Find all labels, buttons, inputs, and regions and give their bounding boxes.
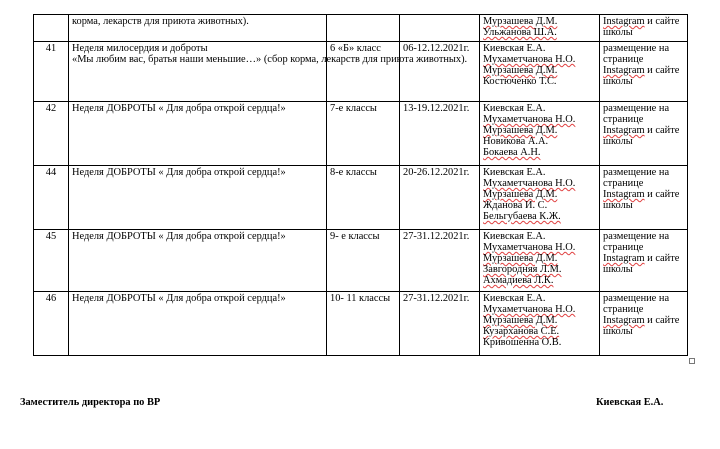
staff-name: Мухаметчанова Н.О.: [483, 54, 576, 65]
cell-dates: 27-31.12.2021г.: [400, 292, 480, 356]
cell-staff: [480, 230, 600, 292]
placement-text: странице: [603, 54, 644, 65]
staff-name: Ахмадиева Л.К.: [483, 275, 554, 286]
table-row: [34, 230, 688, 292]
cell-staff: [480, 166, 600, 230]
cell-num: 44: [34, 166, 69, 230]
cell-event: Неделя ДОБРОТЫ « Для добра открой сердца!»: [69, 292, 327, 356]
staff-name: Киевская Е.А.: [483, 103, 546, 114]
instagram-word: Instagram: [603, 125, 645, 136]
placement-text: школы: [603, 326, 633, 337]
staff-name: Мурзашева Д.М.: [483, 125, 558, 136]
table-row: [34, 166, 688, 230]
placement-text: размещение на: [603, 103, 670, 114]
staff-name: Мурзашева Д.М.: [483, 315, 558, 326]
cell-placement: [600, 166, 688, 230]
cell-num: 46: [34, 292, 69, 356]
cell-classes: [327, 15, 400, 42]
placement-text: Instagram и сайте: [603, 65, 680, 76]
cell-staff: [480, 42, 600, 102]
placement-text: Instagram и сайте: [603, 189, 680, 200]
placement-text: странице: [603, 178, 644, 189]
cell-staff: [480, 15, 600, 42]
cell-dates: [400, 15, 480, 42]
placement-text: размещение на: [603, 167, 670, 178]
cell-dates: 13-19.12.2021г.: [400, 102, 480, 166]
table-row: [34, 42, 688, 102]
cell-dates: 20-26.12.2021г.: [400, 166, 480, 230]
staff-name: Киевская Е.А.: [483, 167, 546, 178]
instagram-word: Instagram: [603, 189, 645, 200]
cell-num: [34, 15, 69, 42]
cell-event: Неделя ДОБРОТЫ « Для добра открой сердца!»: [69, 102, 327, 166]
staff-name: Бокаева А.Н.: [483, 147, 541, 158]
staff-name: Мухаметчанова Н.О.: [483, 178, 576, 189]
staff-name: Мурзашева Д.М.: [483, 253, 558, 264]
staff-name: Кривошенна О.В.: [483, 337, 562, 348]
cell-classes: 8-е классы: [327, 166, 400, 230]
cell-num: 42: [34, 102, 69, 166]
cell-dates: 06-12.12.2021г.: [400, 42, 480, 102]
cell-classes: 6 «Б» класс: [327, 42, 400, 102]
placement-text: школы: [603, 76, 633, 87]
table-resize-handle[interactable]: [689, 358, 695, 364]
cell-event: Неделя ДОБРОТЫ « Для добра открой сердца!»: [69, 166, 327, 230]
staff-name: Бельгубаева К.Ж.: [483, 211, 561, 222]
instagram-word: Instagram: [603, 16, 645, 27]
placement-text: размещение на: [603, 293, 670, 304]
event-text: корма, лекарств для приюта животных).: [72, 16, 249, 27]
staff-name: Киевская Е.А.: [483, 43, 546, 54]
placement-text: Instagram и сайте: [603, 125, 680, 136]
cell-num: 41: [34, 42, 69, 102]
placement-text: Instagram и сайте: [603, 16, 680, 27]
cell-classes: 9- е классы: [327, 230, 400, 292]
cell-placement: [600, 102, 688, 166]
placement-text: странице: [603, 304, 644, 315]
staff-name: Мурзашева Д.М.: [483, 189, 558, 200]
placement-text: Instagram и сайте: [603, 315, 680, 326]
staff-name: Мурзашева Д.М.: [483, 65, 558, 76]
staff-name: Киевская Е.А.: [483, 293, 546, 304]
cell-staff: [480, 292, 600, 356]
cell-placement: [600, 42, 688, 102]
table-row: [34, 102, 688, 166]
cell-classes: 7-е классы: [327, 102, 400, 166]
signature-position: Заместитель директора по ВР: [20, 397, 161, 408]
events-table: [33, 14, 688, 356]
staff-name: Костюченко Т.С.: [483, 76, 557, 87]
event-title: Неделя милосердия и доброты: [72, 43, 208, 54]
cell-num: 45: [34, 230, 69, 292]
staff-name: Завгородняя Л.М.: [483, 264, 562, 275]
cell-placement: [600, 15, 688, 42]
instagram-word: Instagram: [603, 253, 645, 264]
placement-text: размещение на: [603, 43, 670, 54]
cell-staff: [480, 102, 600, 166]
placement-text: Instagram и сайте: [603, 253, 680, 264]
placement-text: школы: [603, 27, 633, 38]
placement-text: школы: [603, 200, 633, 211]
cell-placement: [600, 230, 688, 292]
staff-name: Кузарханова С.Е.: [483, 326, 560, 337]
cell-placement: [600, 292, 688, 356]
cell-dates: 27-31.12.2021г.: [400, 230, 480, 292]
placement-text: школы: [603, 136, 633, 147]
event-description: «Мы любим вас, братья наши меньшие…» (сбор корма, лекарств для приюта животных).: [72, 54, 468, 65]
signature-name: Киевская Е.А.: [596, 397, 664, 408]
placement-text: школы: [603, 264, 633, 275]
instagram-word: Instagram: [603, 65, 645, 76]
placement-text: странице: [603, 242, 644, 253]
cell-classes: 10- 11 классы: [327, 292, 400, 356]
cell-event: Неделя ДОБРОТЫ « Для добра открой сердца!»: [69, 230, 327, 292]
staff-name: Жданова И. С.: [483, 200, 548, 211]
staff-name: Мухаметчанова Н.О.: [483, 114, 576, 125]
staff-name: Мухаметчанова Н.О.: [483, 304, 576, 315]
staff-name: Новикова А.А.: [483, 136, 549, 147]
staff-name: Киевская Е.А.: [483, 231, 546, 242]
staff-name: Мурзашева Д.М.: [483, 16, 558, 27]
placement-text: размещение на: [603, 231, 670, 242]
staff-name: Мухаметчанова Н.О.: [483, 242, 576, 253]
instagram-word: Instagram: [603, 315, 645, 326]
cell-event: [69, 15, 327, 42]
staff-name: Ульжанова Ш.А.: [483, 27, 557, 38]
table-row-continued: [34, 15, 688, 42]
table-row: [34, 292, 688, 356]
placement-text: странице: [603, 114, 644, 125]
